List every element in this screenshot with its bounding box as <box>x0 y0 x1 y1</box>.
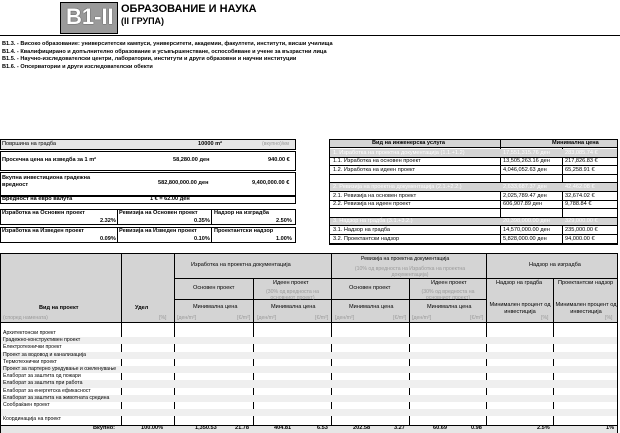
table-row <box>1 402 617 409</box>
total-value: 6.53 <box>317 425 328 431</box>
service-label: 1.2. Изработка на идеен проект <box>333 166 416 173</box>
unit-pct: [%] <box>605 315 613 321</box>
avg-price-eur: 940.00 € <box>268 157 290 163</box>
pct-label: Надзор на изградба <box>214 210 270 216</box>
table-row <box>1 337 617 344</box>
col-project-header: Вид на проект <box>39 305 79 311</box>
unit-eur: [€/m²] <box>237 315 251 321</box>
project-type: Градежно-конструктивен проект <box>3 337 81 344</box>
left-panel <box>0 139 296 245</box>
pct-value: 0.09% <box>100 236 116 242</box>
g2-col2: Идеен проект <box>431 280 467 286</box>
total-value: 1% <box>606 425 615 431</box>
pct-value: 0.10% <box>194 236 210 242</box>
col-share-header: Удел <box>135 305 149 311</box>
total-value: 202.58 <box>353 425 371 431</box>
pct-value: 0.35% <box>194 218 210 224</box>
pct-value: 1.00% <box>276 236 292 242</box>
project-type: Електротехнички проект <box>3 344 62 351</box>
service-den: 4,046,052.63 ден <box>503 166 547 173</box>
service-row <box>330 209 617 218</box>
category-item: В1.5. - Научно-изследователски центри, лаборатории, институти и други образовни и научни институции <box>2 56 297 62</box>
pct-label: Изработка на Основен проект <box>2 210 85 216</box>
unit-den: [ден/m²] <box>412 315 432 321</box>
table-row <box>1 366 617 373</box>
unit-pct: [%] <box>541 315 549 321</box>
table-row <box>1 352 617 359</box>
project-type: Елаборат за заштита на животната средина <box>3 394 110 401</box>
g3-col2: Проектантски надзор <box>558 280 614 286</box>
service-eur: 9,788.84 € <box>565 201 592 208</box>
right-panel <box>329 139 618 245</box>
table-row <box>1 359 617 366</box>
service-label: 1. Изработка на проектна документација (1.1.+1.2) <box>333 149 465 156</box>
total-value-label: Вкупна инвестициона градежна вредност <box>2 175 91 189</box>
service-den: 14,570,000.00 ден <box>503 226 550 233</box>
service-den: 2,025,789.47 ден <box>503 192 547 199</box>
project-type: Архитектонски проект <box>3 330 56 336</box>
group3-header: Надзор на изградба <box>529 262 581 268</box>
category-item: В1.6. - Опсерватории и други изследователски обекти <box>2 63 153 70</box>
group2-sub: (10% од вредноста на Изработка на проектна документација) <box>354 266 466 278</box>
service-header: Вид на инженерска услуга <box>372 140 446 146</box>
service-row <box>330 218 617 227</box>
pct-label: Изработка на Изведен проект <box>2 228 85 234</box>
total-value: 0.98 <box>471 425 482 431</box>
total-value: 100.00% <box>141 425 164 431</box>
g1-col2-sub: (30% од вредноста на основниот проект) <box>266 289 319 301</box>
avg-price-den: 58,280.00 ден <box>173 157 210 163</box>
project-type: Сообраќаен проект <box>3 402 50 408</box>
category-item: В1.4. - Квалифицирано и допълнително образование и усъвършенстване, оспособяване и учене за възрастни лица <box>2 48 327 55</box>
total-value: 60.69 <box>433 425 447 431</box>
page-title: ОБРАЗОВАНИЕ И НАУКА <box>121 3 257 15</box>
category-item: В1.3. - Високо образование: университетски кампуси, университети, академии, факултети, институти, висши училища <box>2 41 333 47</box>
euro-rate: 1 € = 62.00 ден <box>150 196 190 202</box>
pct-label: Проектантски надзор <box>214 228 274 234</box>
min-price-label: Минимална цена <box>427 304 472 310</box>
col-share-sub: [%] <box>159 315 167 321</box>
area-label: Површина на градба <box>2 141 57 147</box>
g2-col1: Основен проект <box>349 285 391 291</box>
service-den: 20,398,000.00 ден <box>503 218 550 225</box>
table-row <box>1 380 617 387</box>
service-label: 3.1. Надзор на градба <box>333 226 391 233</box>
service-den: 17,551,315.76 ден <box>503 149 550 156</box>
total-value-eur: 9,400,000.00 € <box>252 180 290 186</box>
g3-min-pct: Минимален процент од инвестиција <box>555 302 617 316</box>
project-type: Проект за водовод и канализација <box>3 351 87 358</box>
price-table <box>0 253 618 433</box>
g1-col2: Идеен проект <box>273 280 309 286</box>
unit-den: [ден/m²] <box>177 315 197 321</box>
total-label: Вкупно: <box>93 425 115 431</box>
service-row <box>330 183 617 192</box>
service-eur: 42,462.08 € <box>565 183 595 190</box>
pct-label: Ревизија на Основен проект <box>119 210 198 216</box>
service-eur: 329,000.00 € <box>565 218 598 225</box>
code-label: B1-II <box>66 4 114 29</box>
group2-header: Ревизија на проектна документација <box>361 256 450 262</box>
service-row <box>330 192 617 201</box>
service-row <box>330 166 617 175</box>
table-row <box>1 395 617 402</box>
service-row <box>330 226 617 235</box>
percent-grid <box>0 209 296 245</box>
service-label: 2. Ревизија на проектна документација (2.1.+2.2.) <box>333 183 462 190</box>
area-value: 10000 m² <box>198 141 222 147</box>
table-row <box>1 373 617 380</box>
min-price-header: Минимална цена <box>552 140 599 146</box>
service-label: 2.1. Ревизија на основен проект <box>333 192 417 199</box>
service-label: 1.1. Изработка на основен проект <box>333 158 421 165</box>
service-eur: 32,674.02 € <box>565 192 595 199</box>
g1-col1: Основен проект <box>193 285 235 291</box>
min-price-label: Минимална цена <box>193 304 238 310</box>
service-eur: 235,000.00 € <box>565 226 598 233</box>
g2-col2-sub: (30% од вредноста на основниот проект) <box>421 289 475 301</box>
g3-min-pct: Минимален процент од инвестиција <box>489 302 551 316</box>
pct-value: 2.32% <box>100 218 116 224</box>
service-den: 5,828,000.00 ден <box>503 235 547 242</box>
min-price-label: Минимална цена <box>271 304 316 310</box>
table-row <box>1 388 617 395</box>
service-eur: 283,085.74 € <box>565 149 598 156</box>
service-row <box>330 235 617 244</box>
total-value: 3.27 <box>394 425 405 431</box>
service-row <box>330 201 617 210</box>
total-value-den: 582,800,000.00 ден <box>158 180 209 186</box>
service-row <box>330 149 617 158</box>
service-eur: 65,258.91 € <box>565 166 595 173</box>
service-eur: 94,000.00 € <box>565 235 595 242</box>
service-row <box>330 158 617 167</box>
table-row <box>1 416 617 423</box>
service-eur: 217,826.83 € <box>565 158 598 165</box>
unit-eur: [€/m²] <box>470 315 484 321</box>
g3-col1: Надзор на градба <box>496 280 543 286</box>
area-unit: (вкупно)/км <box>262 141 289 147</box>
group1-header: Изработка на проектна документација <box>191 262 291 268</box>
unit-den: [ден/m²] <box>257 315 277 321</box>
service-label: 3.2. Проектантски надзор <box>333 235 400 242</box>
avg-price-label: Просечна цена на изведба за 1 m² <box>2 157 97 163</box>
table-row <box>1 344 617 351</box>
unit-eur: [€/m²] <box>393 315 407 321</box>
page-subtitle: (II ГРУПА) <box>121 16 165 26</box>
total-value: 404.81 <box>274 425 292 431</box>
service-row <box>330 175 617 184</box>
project-type: Елаборат за заштита од пожари <box>3 373 81 380</box>
table-row <box>1 330 617 337</box>
total-value: 1,350.53 <box>195 425 217 431</box>
service-label: 3. Надзор на градба (3.1.+3.2.) <box>333 218 413 225</box>
pct-value: 2.50% <box>276 218 292 224</box>
project-type: Проект за партерно уредување и озеленување <box>3 366 117 372</box>
project-type: Термотехнички проект <box>3 358 57 365</box>
project-type: Координација на проект <box>3 416 61 423</box>
header <box>0 0 620 36</box>
euro-label: Вредност на евро валута <box>2 196 73 202</box>
unit-den: [ден/m²] <box>335 315 355 321</box>
service-den: 2,633,687.37 ден <box>503 183 547 190</box>
unit-eur: [€/m²] <box>315 315 329 321</box>
col-project-sub: (според намената) <box>3 315 48 321</box>
service-den: 13,505,263.16 ден <box>503 158 550 165</box>
service-den: 606,907.89 ден <box>503 201 543 208</box>
project-type: Елаборат за заштита при работа <box>3 380 83 387</box>
project-type: Елаборат за енергетска ефикасност <box>3 387 91 394</box>
pct-label: Ревизија на Изведен проект <box>119 228 197 234</box>
table-row <box>1 409 617 416</box>
total-value: 21.78 <box>235 425 249 431</box>
total-value: 2.5% <box>537 425 550 431</box>
min-price-label: Минимална цена <box>349 304 394 310</box>
service-label: 2.2. Ревизија на идеен проект <box>333 201 411 208</box>
